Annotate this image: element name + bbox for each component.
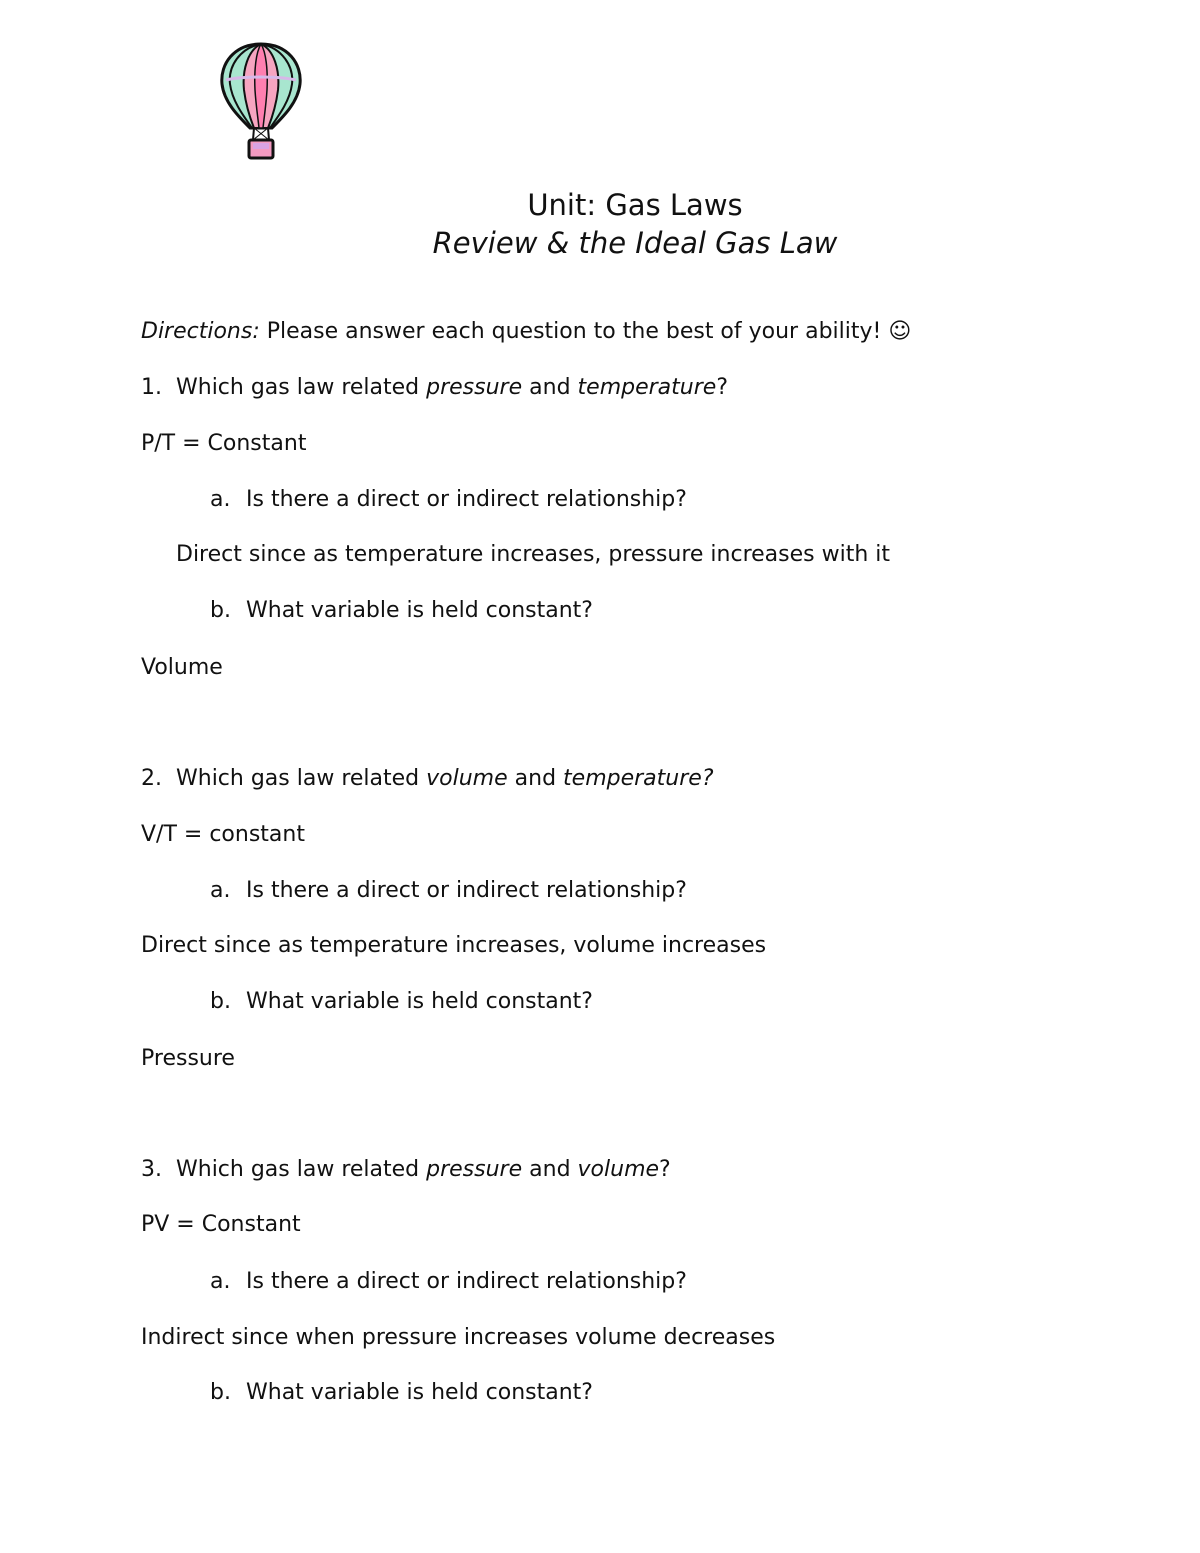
answer-text: Indirect since when pressure increases volume decreases [141,1325,776,1350]
sub-question-letter: a. [210,487,231,512]
question-number: 1. [141,375,162,400]
question-joiner: and [529,1157,571,1182]
question-joiner: and [514,766,557,791]
page-title: Unit: Gas Laws [527,188,743,222]
question-prefix: Which gas law related [176,375,420,400]
answer-text: Pressure [141,1046,235,1071]
sub-question-a [210,486,687,514]
sub-question-letter: a. [210,878,231,903]
sub-question-text: What variable is held constant? [246,989,593,1014]
question-prefix: Which gas law related [176,766,420,791]
sub-question-b [210,1379,593,1407]
answer-text: P/T = Constant [141,431,307,456]
question-2 [141,765,714,793]
question-suffix: ? [659,1157,671,1182]
sub-question-text: Is there a direct or indirect relationship? [246,1269,687,1294]
question-suffix: ? [716,375,728,400]
question-prefix: Which gas law related [176,1157,420,1182]
answer-text: V/T = constant [141,822,305,847]
sub-question-b [210,988,593,1016]
question-1 [141,374,728,402]
question-term: pressure [426,1157,523,1182]
page-subtitle: Review & the Ideal Gas Law [432,226,838,260]
sub-question-text: Is there a direct or indirect relationship? [246,878,687,903]
question-number: 2. [141,766,162,791]
question-joiner: and [529,375,571,400]
answer-text: Volume [141,655,223,680]
sub-question-a [210,1268,687,1296]
question-term: temperature? [563,766,714,791]
sub-question-b [210,597,593,625]
question-term: pressure [426,375,523,400]
directions-text: Please answer each question to the best of your ability! ☺ [266,319,912,344]
question-3 [141,1156,671,1184]
hot-air-balloon-icon [214,40,308,164]
question-term: volume [577,1157,660,1182]
sub-question-text: What variable is held constant? [246,1380,593,1405]
question-number: 3. [141,1157,162,1182]
sub-question-letter: a. [210,1269,231,1294]
sub-question-text: What variable is held constant? [246,598,593,623]
question-term: temperature [577,375,717,400]
answer-text: Direct since as temperature increases, volume increases [141,933,767,958]
sub-question-text: Is there a direct or indirect relationship? [246,487,687,512]
answer-text: PV = Constant [141,1212,301,1237]
question-term: volume [426,766,508,791]
sub-question-letter: b. [210,1380,231,1405]
directions-label: Directions: [141,319,260,344]
sub-question-letter: b. [210,989,231,1014]
sub-question-letter: b. [210,598,231,623]
sub-question-a [210,877,687,905]
directions [141,318,911,346]
answer-text: Direct since as temperature increases, pressure increases with it [176,542,891,567]
